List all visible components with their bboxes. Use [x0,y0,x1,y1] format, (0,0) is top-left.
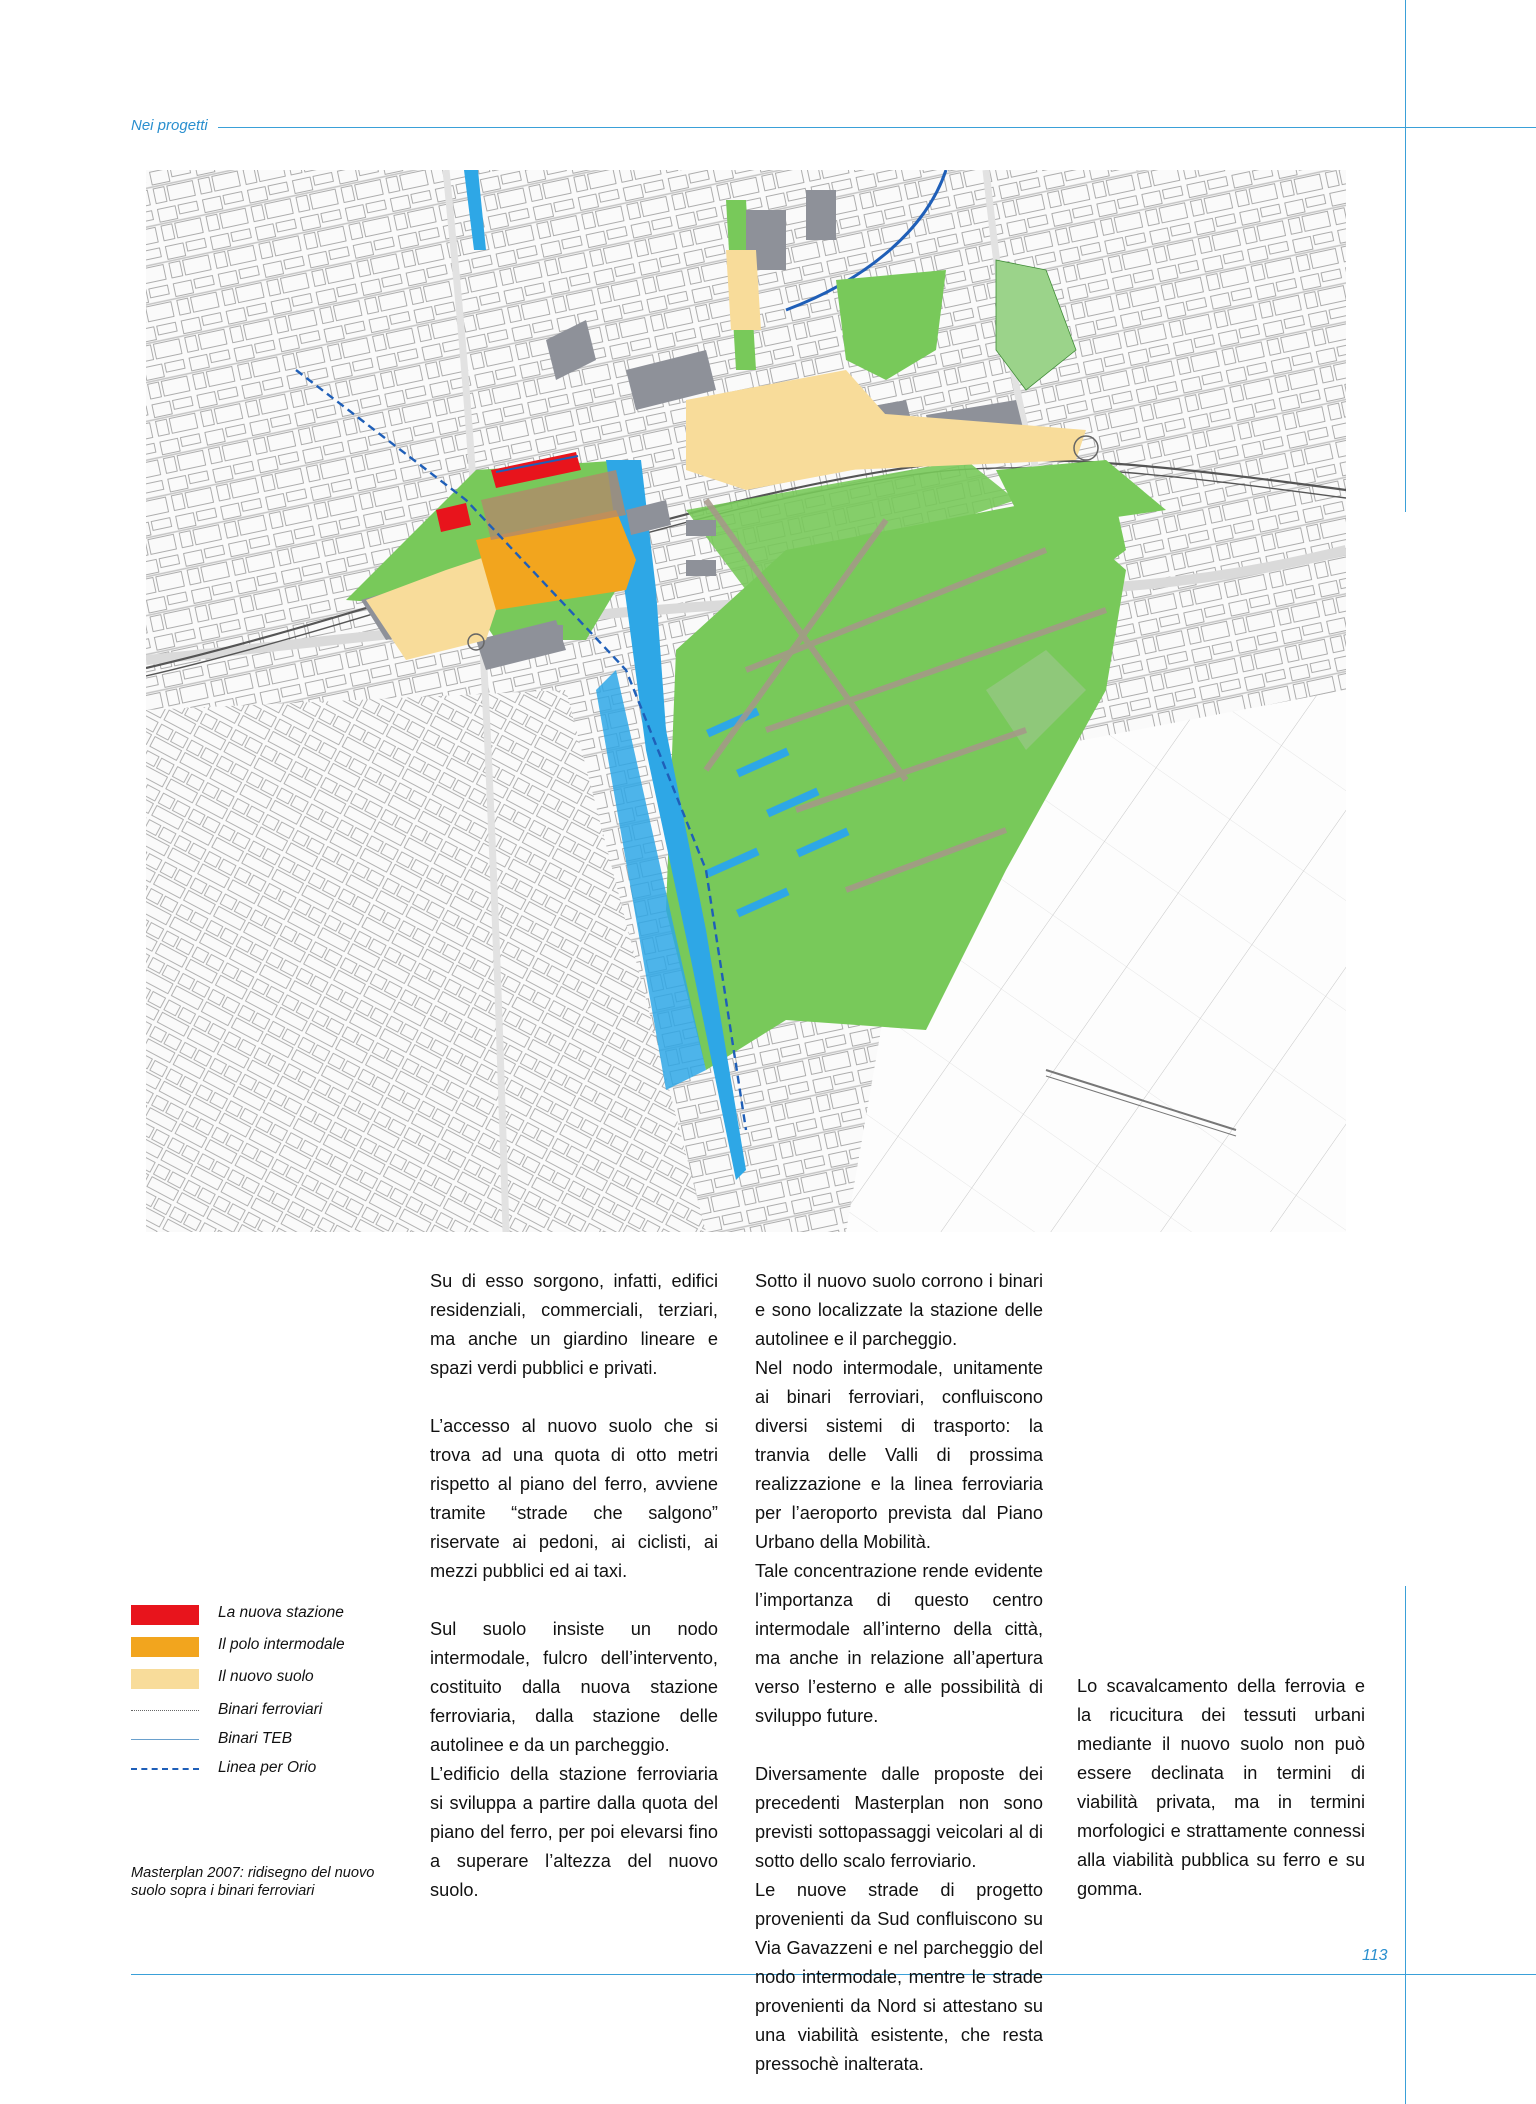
paragraph: Lo scavalcamento della ferrovia e la ricucitura dei tessuti urbani mediante il nuovo suolo non può essere declinata in termini di viabilità privata, ma in termini morfologici e strattamente connessi alla viabilità pubblica su ferro e su gomma. [1077,1676,1365,1899]
legend-item-binari-ferroviari [131,1699,391,1723]
page-number: 113 [1362,1947,1388,1964]
paragraph: Diversamente dalle proposte dei precedenti Masterplan non sono previsti sottopassaggi veicolari al di sotto dello scalo ferroviario. [755,1764,1043,1871]
text-column-1 [430,1267,718,1905]
right-margin-rule-top [1405,0,1406,512]
legend-label: Il nuovo suolo [218,1668,314,1685]
legend-item-binari-teb [131,1728,391,1752]
legend-line [131,1739,199,1740]
legend-label: Binari ferroviari [218,1701,323,1718]
legend-line [131,1710,199,1711]
paragraph: Nel nodo intermodale, unitamente ai binari ferroviari, confluiscono diversi sistemi di trasporto: la tranvia delle Valli di prossima realizzazione e la linea ferroviaria per l’aeroporto prevista dal Piano Urbano della Mobilità. [755,1358,1043,1552]
legend-item-nuova-stazione [131,1602,391,1626]
paragraph: Su di esso sorgono, infatti, edifici residenziali, commerciali, terziari, ma anche un giardino lineare e spazi verdi pubblici e privati. [430,1271,718,1378]
legend-item-nuovo-suolo [131,1666,391,1690]
legend-item-polo-intermodale [131,1634,391,1658]
paragraph: L’edificio della stazione ferroviaria si sviluppa a partire dalla quota del piano del ferro, per poi elevarsi fino a superare l’altezza del nuovo suolo. [430,1764,718,1900]
legend-swatch [131,1605,199,1625]
paragraph: Sul suolo insiste un nodo intermodale, fulcro dell’intervento, costituito dalla nuova stazione ferroviaria, dalla stazione delle autolinee e da un parcheggio. [430,1619,718,1755]
section-label: Nei progetti [131,117,208,134]
legend-line [131,1768,199,1770]
legend-label: Linea per Orio [218,1759,317,1776]
legend-item-linea-orio [131,1757,391,1781]
paragraph: Le nuove strade di progetto provenienti da Sud confluiscono su Via Gavazzeni e nel parcheggio del nodo intermodale, mentre le strade provenienti da Nord si attestano su una viabilità esistente, che resta pressochè inalterata. [755,1880,1043,2074]
header-rule [218,127,1536,128]
legend-label: Il polo intermodale [218,1636,345,1653]
right-margin-rule-bottom [1405,1586,1406,2104]
text-column-2 [755,1267,1043,2079]
legend-label: Binari TEB [218,1730,293,1747]
paragraph: Tale concentrazione rende evidente l’importanza di questo centro intermodale all’interno della città, ma anche in relazione all’apertura verso l’esterno e alle possibilità di sviluppo future. [755,1561,1043,1726]
masterplan-map [146,170,1346,1232]
text-column-3 [1077,1672,1365,1904]
paragraph: L’accesso al nuovo suolo che si trova ad una quota di otto metri rispetto al piano del ferro, avviene tramite “strade che salgono” riservate ai pedoni, ai ciclisti, ai mezzi pubblici ed ai taxi. [430,1416,718,1581]
paragraph: Sotto il nuovo suolo corrono i binari e sono localizzate la stazione delle autolinee e il parcheggio. [755,1271,1043,1349]
legend-swatch [131,1637,199,1657]
legend-label: La nuova stazione [218,1604,344,1621]
legend-swatch [131,1669,199,1689]
figure-caption: Masterplan 2007: ridisegno del nuovo suolo sopra i binari ferroviari [131,1865,375,1899]
